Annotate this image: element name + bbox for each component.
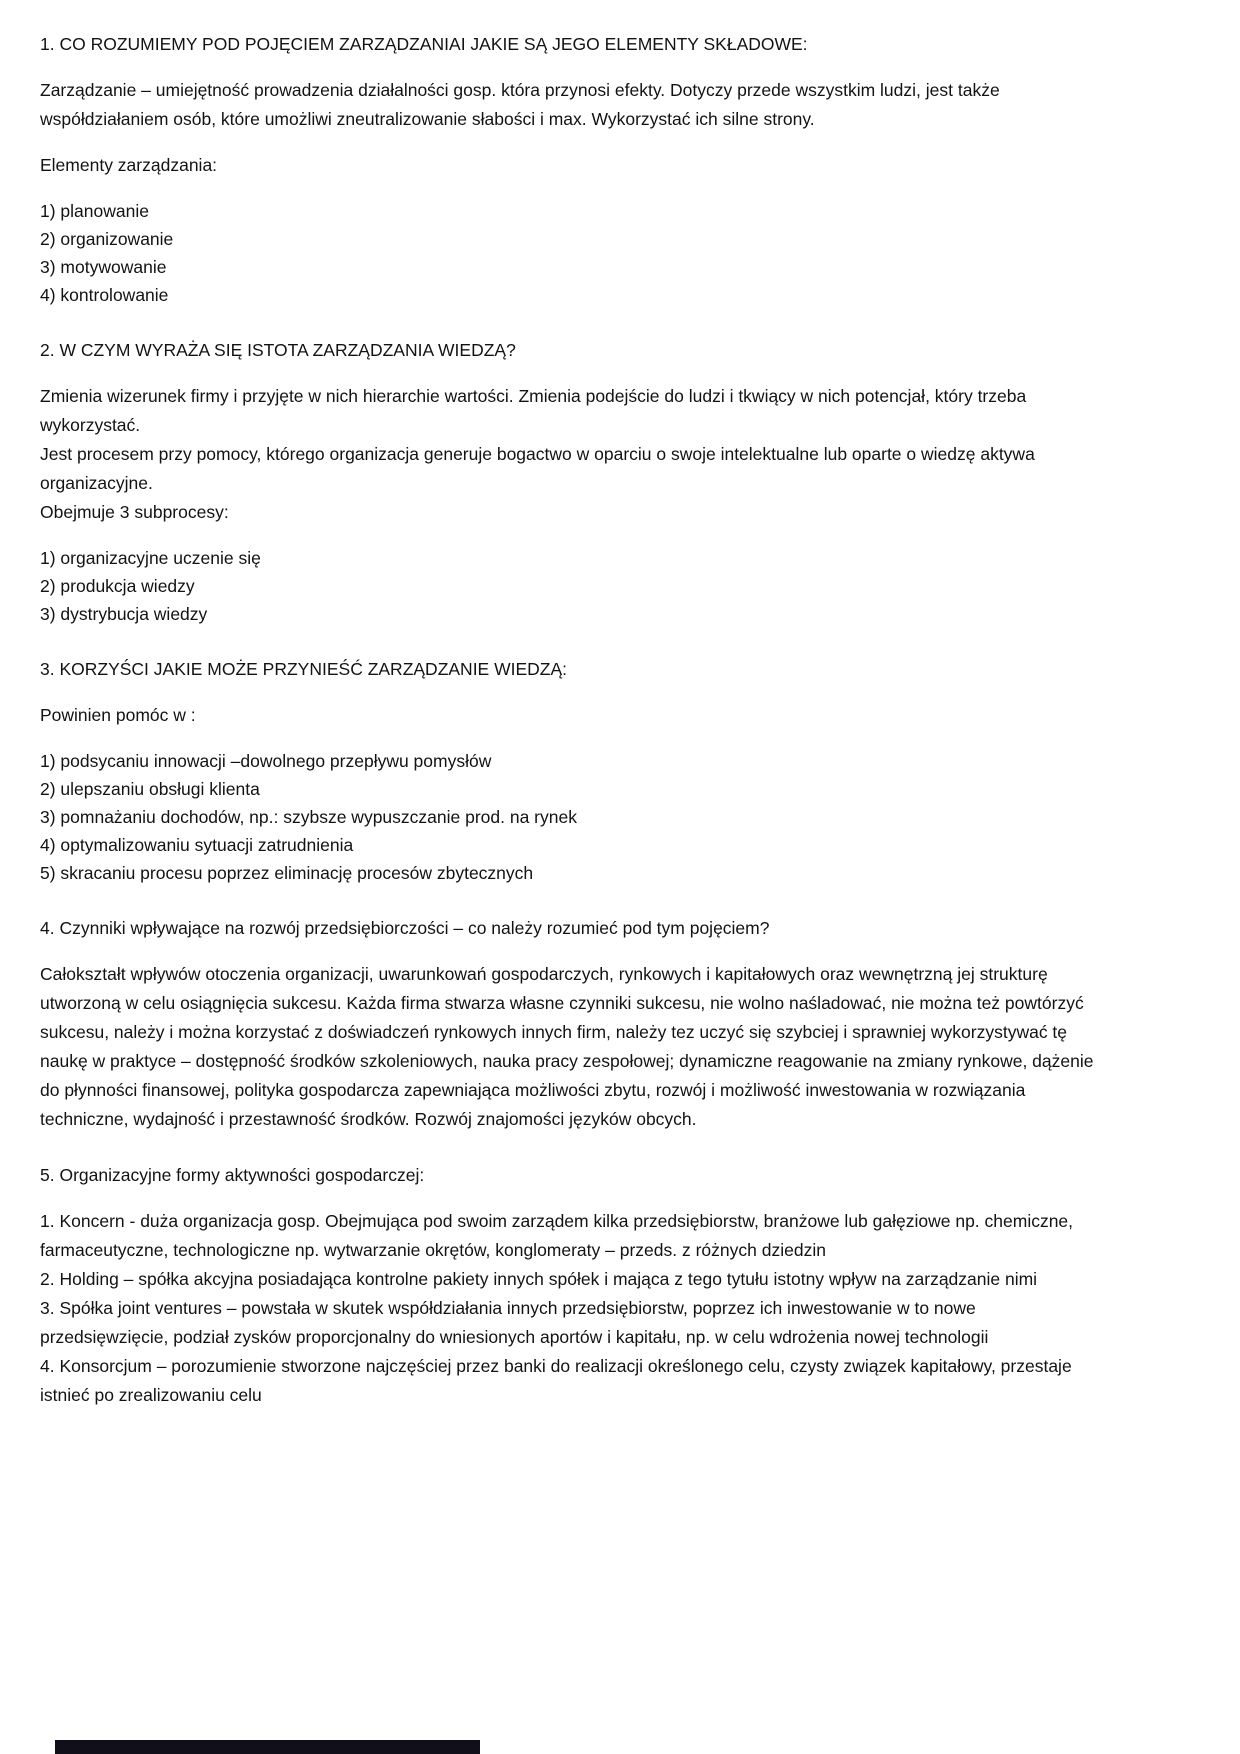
section-5 — [40, 1161, 1105, 1410]
section-5-heading: 5. Organizacyjne formy aktywności gospodarczej: — [40, 1165, 425, 1185]
list-item: 1) planowanie — [40, 201, 149, 221]
list-item: 1. Koncern - duża organizacja gosp. Obejmująca pod swoim zarządem kilka przedsiębiorstw, branżowe lub gałęziowe np. chemiczne, farmaceutyczne, technologiczne np. wytwarzanie okrętów, konglomeraty – przeds. z różnych dziedzin — [40, 1211, 1074, 1260]
list-item: 4) optymalizowaniu sytuacji zatrudnienia — [40, 835, 354, 855]
paragraph: Elementy zarządzania: — [40, 155, 218, 175]
list-item: 4. Konsorcjum – porozumienie stworzone najczęściej przez banki do realizacji określonego celu, czysty związek kapitałowy, przestaje istnieć po zrealizowaniu celu — [40, 1356, 1072, 1405]
list-item: 3) pomnażaniu dochodów, np.: szybsze wypuszczanie prod. na rynek — [40, 807, 577, 827]
section-1 — [40, 30, 1105, 309]
list-item: 1) organizacyjne uczenie się — [40, 548, 261, 568]
list-item: 2) organizowanie — [40, 229, 174, 249]
numbered-list — [40, 747, 1105, 887]
paragraph-line: Jest procesem przy pomocy, którego organizacja generuje bogactwo w oparciu o swoje intelektualne lub oparte o wiedzę aktywa organizacyjne. — [40, 444, 1035, 493]
section-2-heading: 2. W CZYM WYRAŻA SIĘ ISTOTA ZARZĄDZANIA WIEDZĄ? — [40, 340, 516, 360]
numbered-paragraph-list — [40, 1207, 1105, 1410]
section-2 — [40, 336, 1105, 628]
list-item: 4) kontrolowanie — [40, 285, 169, 305]
list-item: 5) skracaniu procesu poprzez eliminację procesów zbytecznych — [40, 863, 534, 883]
cropped-bottom-bar — [55, 1740, 480, 1754]
list-item: 1) podsycaniu innowacji –dowolnego przepływu pomysłów — [40, 751, 492, 771]
paragraph: Powinien pomóc w : — [40, 705, 196, 725]
section-4-heading: 4. Czynniki wpływające na rozwój przedsiębiorczości – co należy rozumieć pod tym pojęciem? — [40, 918, 770, 938]
section-3-heading: 3. KORZYŚCI JAKIE MOŻE PRZYNIEŚĆ ZARZĄDZANIE WIEDZĄ: — [40, 659, 568, 679]
paragraph: Całokształt wpływów otoczenia organizacji, uwarunkowań gospodarczych, rynkowych i kapitałowych oraz wewnętrzną jej strukturę utworzoną w celu osiągnięcia sukcesu. Każda firma stwarza własne czynniki sukcesu, nie wolno naśladować, nie można też powtórzyć sukcesu, należy i można korzystać z doświadczeń rynkowych innych firm, należy tez uczyć się szybciej i sprawniej wykorzystywać tę naukę w praktyce – dostępność środków szkoleniowych, nauka pracy zespołowej; dynamiczne reagowanie na zmiany rynkowe, dążenie do płynności finansowej, polityka gospodarcza zapewniająca możliwości zbytu, rozwój i możliwość inwestowania w rozwiązania techniczne, wydajność i przestawność środków. Rozwój znajomości języków obcych. — [40, 964, 1094, 1129]
list-item: 3) motywowanie — [40, 257, 167, 277]
section-4 — [40, 914, 1105, 1134]
paragraph-group — [40, 382, 1105, 527]
numbered-list — [40, 544, 1105, 628]
list-item: 2. Holding – spółka akcyjna posiadająca kontrolne pakiety innych spółek i mająca z tego tytułu istotny wpływ na zarządzanie nimi — [40, 1269, 1038, 1289]
list-item: 2) ulepszaniu obsługi klienta — [40, 779, 260, 799]
section-3 — [40, 655, 1105, 887]
section-1-heading: 1. CO ROZUMIEMY POD POJĘCIEM ZARZĄDZANIAI JAKIE SĄ JEGO ELEMENTY SKŁADOWE: — [40, 34, 808, 54]
list-item: 3. Spółka joint ventures – powstała w skutek współdziałania innych przedsiębiorstw, poprzez ich inwestowanie w to nowe przedsięwzięcie, podział zysków proporcjonalny do wniesionych aportów i kapitału, np. w celu wdrożenia nowej technologii — [40, 1298, 989, 1347]
numbered-list — [40, 197, 1105, 309]
list-item: 3) dystrybucja wiedzy — [40, 604, 208, 624]
paragraph-line: Zmienia wizerunek firmy i przyjęte w nich hierarchie wartości. Zmienia podejście do ludzi i tkwiący w nich potencjał, który trzeba wykorzystać. — [40, 386, 1027, 435]
paragraph: Zarządzanie – umiejętność prowadzenia działalności gosp. która przynosi efekty. Dotyczy przede wszystkim ludzi, jest także współdziałaniem osób, które umożliwi zneutralizowanie słabości i max. Wykorzystać ich silne strony. — [40, 80, 1000, 129]
list-item: 2) produkcja wiedzy — [40, 576, 195, 596]
paragraph-line: Obejmuje 3 subprocesy: — [40, 502, 229, 522]
